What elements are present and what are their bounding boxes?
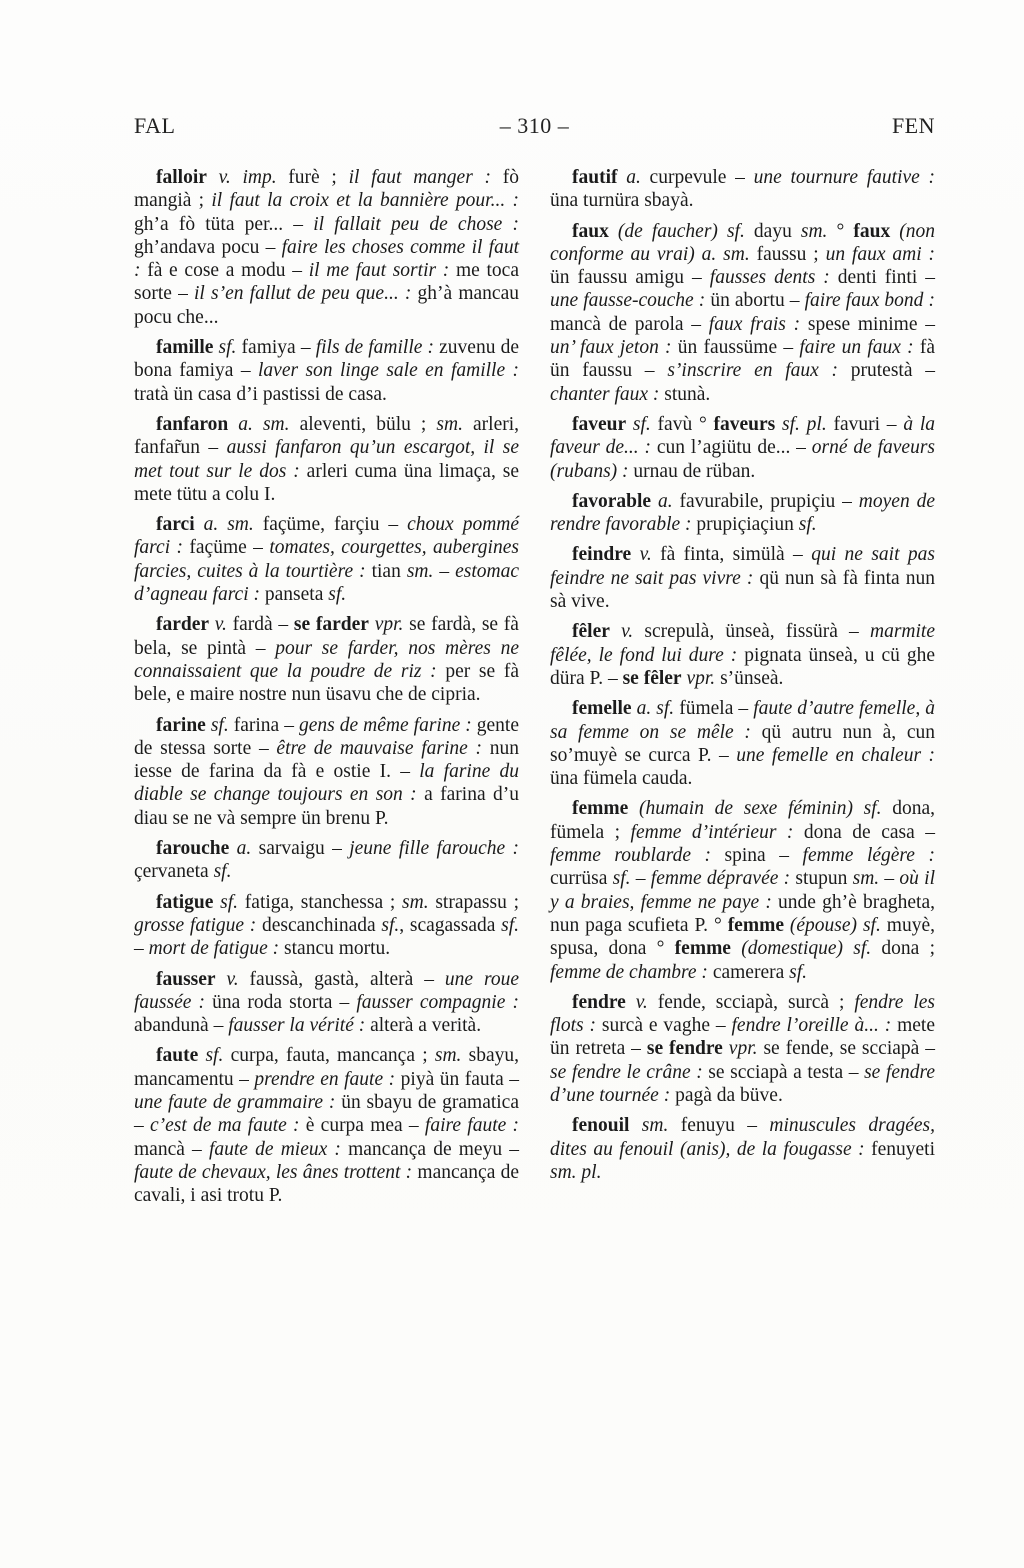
italic-text: femme d’intérieur : [630,821,794,843]
italic-text: a. [651,490,673,512]
translation-text: s’ünseà. [715,667,784,689]
translation-text: favù ° [650,413,714,435]
italic-text: v. imp. [206,167,277,188]
dictionary-entry-faveur [550,413,935,483]
headword: farci [156,514,195,536]
italic-text: v. [215,968,239,990]
translation-text: dona, fümela ; [550,798,935,843]
translation-text: fenuyeti [864,1138,935,1160]
translation-text: piyà ün fauta – [395,1068,519,1090]
italic-text: v. [625,991,648,1013]
italic-text: qui ne sait pas feindre ne sait pas vivre : [550,544,935,589]
headword: faux [572,220,609,242]
italic-text: sm. [852,868,880,890]
italic-text: choux pommé farci : [134,514,520,559]
translation-text: ün sbayu de gramatica – [134,1091,519,1137]
italic-text: sm. [800,220,828,242]
italic-text: aussi fanfaron qu’un escargot, il se met tout sur le dos : [134,437,519,482]
italic-text: v. [631,544,652,566]
italic-text: sm. [436,413,463,435]
translation-text: üna fümela cauda. [550,768,693,790]
translation-text: , scagassada [399,914,502,936]
italic-text: un faux ami : [825,243,935,265]
dictionary-entry-famille [134,336,519,406]
headword: fêler [572,621,610,643]
italic-text: une femelle en chaleur : [736,744,936,766]
italic-text: fausser compagnie : [356,991,519,1013]
translation-text: descanchinada [256,914,382,936]
italic-text: il me faut sortir : [308,260,450,282]
italic-text: la farine du diable se change toujours en son : [134,761,519,806]
translation-text: gh’andava pocu – [134,236,282,258]
headword: fendre [572,991,626,1013]
italic-text: a. sm. [194,514,254,536]
italic-text: un’ faux jeton : [550,337,672,359]
italic-text: sf. [213,861,232,883]
translation-text: dona de casa – [793,821,935,843]
translation-text: – [134,938,149,960]
italic-text: (humain de sexe féminin) sf. [628,798,882,820]
italic-text: sm. [402,891,429,913]
headword: se fêler [622,667,682,689]
italic-text: femme de chambre : [550,961,708,983]
translation-text: me toca sorte – [134,260,519,305]
translation-text: façüme, farçiu – [253,514,408,536]
translation-text: è curpa mea – [299,1115,425,1137]
italic-text: estomac d’agneau farci : [134,560,520,606]
italic-text: fils de famille : [315,337,435,359]
header-guide-word-right: FEN [891,113,935,138]
translation-text: – [630,868,651,890]
translation-text: stunà. [659,383,711,405]
translation-text: sbayu, mancamentu – [134,1045,519,1090]
italic-text: marmite fêlée, le fond lui dure : [550,621,935,666]
italic-text: vpr. [681,667,716,689]
italic-text: sf. [798,514,817,536]
italic-text: sf. pl. [775,413,827,435]
italic-text: sm. pl. [550,1161,602,1183]
italic-text: jeune fille farouche : [349,838,519,860]
translation-text: unde gh’è bragheta, nun paga scufieta P. ° [550,891,935,936]
italic-text: sf. [381,914,400,936]
translation-text: fenuyu – [668,1115,770,1137]
translation-text: ° [827,220,854,242]
translation-text: surcà e vaghe – [595,1015,732,1037]
italic-text: faire un faux : [799,337,914,359]
headword: se fendre [646,1038,723,1060]
dictionary-entry-faute [134,1044,519,1207]
italic-text: une fausse-couche : [550,290,706,312]
translation-text: dona ; [871,938,935,960]
left-column [134,166,519,1214]
italic-text: fausses dents : [709,267,830,289]
translation-text: urnau de rüban. [628,460,756,482]
translation-text: abandunà – [134,1015,229,1037]
translation-text: curpevule – [640,167,754,188]
translation-text: curpa, fauta, mancança ; [223,1045,435,1067]
translation-text: stupun [790,868,853,890]
italic-text: faute de chevaux, les ânes trottent : [134,1161,413,1183]
headword: feindre [572,544,632,566]
translation-text: alterà a verità. [365,1015,482,1037]
translation-text: zuvenu de bona famiya – [134,337,519,382]
italic-text: (épouse) sf. [783,914,881,936]
italic-text: mort de fatigue : [148,938,280,960]
translation-text: üna turnüra sbayà. [550,190,694,212]
headword: femme [572,798,629,820]
italic-text: s’inscrire en faux : [667,360,839,382]
translation-text: pagà da büve. [670,1084,783,1106]
translation-text: se fardà, se fà bela, se pintà – [134,614,519,659]
translation-text: denti finti – [829,267,935,289]
italic-text: sf. [501,914,520,936]
translation-text: mancà – [134,1138,209,1160]
headword: fautif [572,167,618,188]
headword: faveurs [713,413,776,435]
dictionary-entry-fanfaron [134,413,519,506]
italic-text: laver son linge sale en famille : [258,360,519,382]
italic-text: se fendre le crâne : [550,1061,703,1083]
italic-text: sf. [205,714,229,736]
dictionary-entry-fendre [550,991,935,1107]
translation-text: spina – [711,845,803,867]
translation-text: prutestà – [838,360,935,382]
italic-text: femme roublarde : [550,845,712,867]
translation-text: üna roda storta – [205,991,357,1013]
italic-text: a. sf. [631,698,675,720]
translation-text: pignata ünseà, u cü ghe düra P. – [550,644,935,689]
italic-text: à la faveur de... : [550,413,936,459]
translation-text: – [433,560,456,582]
translation-text: furè ; [276,167,349,188]
translation-text: fende, scciapà, surcà ; [647,991,855,1013]
italic-text: femme légère : [802,845,935,867]
dictionary-entry-farouche [134,837,519,884]
italic-text: sf. [612,868,631,890]
translation-text: mete ün retreta – [550,1015,935,1060]
translation-text: dayu [744,220,801,242]
translation-text: ün faussüme – [671,337,800,359]
translation-text: qü nun sà fà finta nun sà vive. [550,567,935,613]
headword: farine [156,714,206,736]
italic-text: pour se farder, nos mères ne connaissaient que la poudre de riz : [134,637,519,682]
headword: farder [156,614,210,636]
italic-text: faire faux bond : [804,290,935,312]
italic-text: a. sm. [228,413,290,435]
translation-text: gh’a fò tüta per... – [134,213,314,235]
translation-text: se scciapà a testa – [702,1061,865,1083]
italic-text: gens de même farine : [299,714,472,736]
translation-text: nun iesse de farina da fà e ostie I. – [134,737,519,783]
headword: famille [156,337,214,359]
translation-text: farina – [228,714,299,736]
italic-text: (de faucher) sf. [608,220,745,242]
translation-text: camerera [707,961,790,983]
headword: femelle [572,698,632,720]
italic-text: une roue faussée : [134,968,520,1013]
translation-text: arleri cuma üna limaça, se mete tütu a colu I. [134,460,519,505]
italic-text: il fallait peu de chose : [313,213,519,235]
italic-text: sf. [213,337,237,359]
headword: faveur [572,413,627,435]
headword: faute [156,1045,199,1067]
dictionary-entry-favorable [550,490,935,537]
dictionary-entry-feindre [550,543,935,613]
right-column [550,166,935,1214]
headword: femme [727,914,784,936]
dictionary-entry-farder [134,613,519,706]
translation-text: faussà, gastà, alterà – [238,968,445,990]
translation-text: favuri – [826,413,904,435]
headword: favorable [572,490,652,512]
italic-text: v. [609,621,634,643]
translation-text: famiya – [236,337,316,359]
italic-text: c’est de ma faute : [150,1115,300,1137]
dictionary-entry-faux [550,220,935,406]
dictionary-entry-fautif [550,166,935,213]
italic-text: prendre en faute : [254,1068,396,1090]
translation-text: cun l’agiütu de... – [651,437,812,459]
italic-text: orné de faveurs (rubans) : [550,437,936,482]
italic-text: femme dépravée : [650,868,791,890]
italic-text: sf. [198,1045,224,1067]
headword: farouche [156,838,230,860]
translation-text: prupiçiaçiun [691,514,799,536]
translation-text: fò mangià ; [134,167,519,212]
italic-text: faute de mieux : [208,1138,341,1160]
translation-text: tian [365,560,407,582]
translation-text: strapassu ; [428,891,519,913]
translation-text: panseta [260,584,329,606]
translation-text: fà finta, simülà – [651,544,812,566]
italic-text: sf. [626,413,651,435]
dictionary-entry-fatigue [134,891,519,961]
translation-text: çervaneta [134,861,214,883]
dictionary-entry-fenouil [550,1114,935,1184]
translation-text: tratà ün casa d’i pastissi de casa. [134,383,387,405]
headword: se farder [293,614,369,636]
headword: falloir [156,167,207,188]
translation-text: gente de stessa sorte – [134,714,520,759]
italic-text: faux frais : [708,313,801,335]
translation-text: faussu ; [749,243,826,265]
italic-text: vpr. [368,614,404,636]
translation-text: currüsa [550,868,613,890]
italic-text: fausser la vérité : [228,1015,366,1037]
italic-text: il faut la croix et la bannière pour... : [211,190,519,212]
italic-text: v. [209,614,227,636]
translation-text: sarvaigu – [251,838,350,860]
italic-text: sf. [328,584,347,606]
headword: femme [674,938,731,960]
italic-text: une faute de grammaire : [134,1091,336,1113]
italic-text: grosse fatigue : [134,914,257,936]
translation-text: – [879,868,900,890]
italic-text: il faut manger : [348,167,492,188]
italic-text: tomates, courgettes, aubergines farcies, cuites à la tourtière : [134,537,519,582]
italic-text: une tournure fautive : [753,167,935,188]
italic-text: faire faute : [424,1115,519,1137]
translation-text: mancança de meyu – [340,1138,520,1160]
translation-text: gh’à mancau pocu che... [134,283,519,328]
headword: fenouil [572,1115,630,1137]
italic-text: fendre l’oreille à... : [731,1015,892,1037]
italic-text: (non conforme au vrai) a. sm. [550,220,936,265]
italic-text: se fendre d’une tournée : [550,1061,935,1106]
dictionary-entry-feler [550,620,935,690]
page-header [134,113,935,143]
dictionary-entry-farci [134,513,519,606]
headword: fanfaron [156,413,229,435]
translation-text: fà e cose a modu – [140,260,309,282]
dictionary-entry-femelle [550,697,935,790]
translation-text: mancança de cavali, i asi trotu P. [134,1161,519,1207]
translation-text: ün faussu amigu – [550,267,710,289]
italic-text: chanter faux : [550,383,660,405]
italic-text: fendre les flots : [550,991,935,1037]
headword: faux [853,220,891,242]
italic-text: être de mauvaise farine : [276,737,483,759]
translation-text: aleventi, bülu ; [289,413,437,435]
italic-text: faute d’autre femelle, à sa femme on se mêle : [550,698,935,743]
page-number: – 310 – [499,113,570,138]
translation-text: façüme – [183,537,270,559]
translation-text: fümela – [674,698,754,720]
text-columns [134,166,935,1214]
translation-text: favurabile, prupiçiu – [672,490,859,512]
translation-text: stancu mortu. [279,938,391,960]
translation-text: arleri, fanfar̃un – [134,413,520,459]
translation-text: screpulà, ünseà, fissürà – [633,621,870,643]
dictionary-entry-fausser [134,968,519,1038]
italic-text: vpr. [722,1038,758,1060]
italic-text: sf. [213,891,239,913]
translation-text: se fende, se scciapà – [757,1038,935,1060]
italic-text: moyen de rendre favorable : [550,490,935,536]
italic-text: a. [229,838,252,860]
italic-text: sm. [434,1045,462,1067]
header-guide-word-left: FAL [134,113,176,138]
translation-text: per se fà bele, e maire nostre nun üsavu che de cipria. [134,660,520,706]
italic-text: sm. [629,1115,669,1137]
translation-text: fardà – [226,614,294,636]
dictionary-entry-falloir [134,166,519,329]
dictionary-entry-femme [550,797,935,983]
italic-text: il s’en fallut de peu que... : [194,283,412,305]
translation-text: ün abortu – [705,290,805,312]
italic-text: où il y a braies, femme ne paye : [550,868,936,913]
translation-text: muyè, spusa, dona ° [550,914,935,960]
italic-text: minuscules dragées, dites au fenouil (anis), de la fougasse : [550,1115,935,1160]
translation-text: fà ün faussu – [550,337,936,382]
italic-text: faire les choses comme il faut : [134,236,519,282]
italic-text: a. [617,167,641,188]
italic-text: sf. [789,961,808,983]
headword: fatigue [156,891,214,913]
headword: fausser [156,968,216,990]
italic-text: sm. [406,560,434,582]
dictionary-entry-farine [134,714,519,830]
translation-text: a farina d’u diau se ne và sempre ün brenu P. [134,784,519,829]
translation-text: fatiga, stanchessa ; [238,891,403,913]
italic-text: (domestique) sf. [730,938,872,960]
translation-text: spese minime – [800,313,935,335]
translation-text: mancà de parola – [550,313,709,335]
translation-text: qü autru nun à, cun so’muyè se curca P. – [550,721,935,766]
